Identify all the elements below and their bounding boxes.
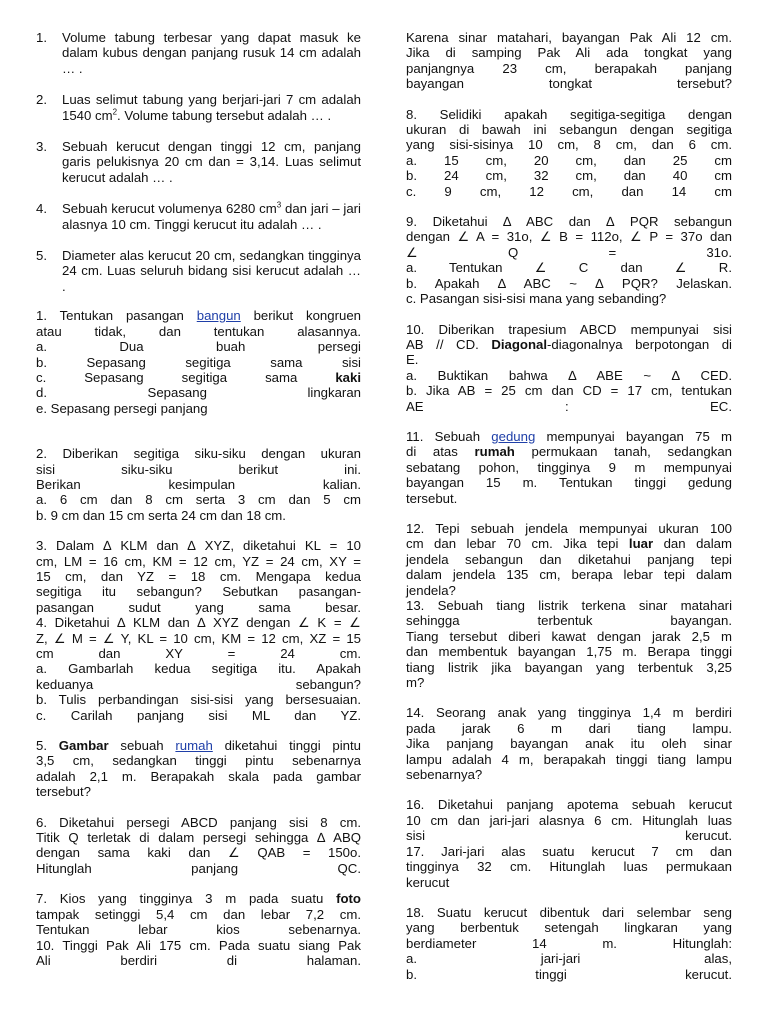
text-line: cm dan lebar 70 cm. Jika tepi luar dan dalam xyxy=(406,536,732,552)
block-abc-pqr xyxy=(406,214,732,306)
right-column xyxy=(406,30,732,997)
text-line: dalam jendela 135 cm, berapa lebar tepi dalam xyxy=(406,567,732,583)
question-5 xyxy=(36,248,361,294)
text-line: dengan ∠ A = 31o, ∠ B = 112o, ∠ P = 37o dan xyxy=(406,229,732,245)
block-gedung xyxy=(406,429,732,506)
text-line: a. Dua buah persegi xyxy=(36,339,361,355)
block-persegi-abcd xyxy=(36,815,361,877)
text-line: dengan sama kaki dan ∠ QAB = 150o. xyxy=(36,845,361,861)
text-line: di atas rumah permukaan tanah, sedangkan xyxy=(406,444,733,460)
question-1 xyxy=(36,30,361,76)
text-line: Z, ∠ M = ∠ Y, KL = 10 cm, KM = 12 cm, XZ = 15 xyxy=(36,630,361,646)
text-line: Karena sinar matahari, bayangan Pak Ali 12 cm. xyxy=(406,30,732,45)
text-line: panjangnya 23 cm, berapakah panjang xyxy=(406,60,732,76)
question-number: 5. xyxy=(36,248,47,264)
text-line: sehingga terbentuk bayangan. xyxy=(406,613,732,629)
text-line: keduanya sebangun? xyxy=(36,676,361,692)
text-line: segitiga itu sebangun? Sebutkan pasangan- xyxy=(36,584,361,600)
text-line: dan membentuk bayangan 1,75 m. Berapa tinggi xyxy=(406,644,732,660)
block-kongruen xyxy=(36,308,361,416)
question-text: Sebuah kerucut volumenya 6280 $cm^3$ dan jari – jari alasnya 10 cm. Tinggi kerucut itu adalah … . xyxy=(62,200,361,232)
block-kios-foto xyxy=(36,891,361,968)
text-line: pada jarak 6 m dari tiang lampu. xyxy=(406,720,732,736)
text-line: 10 cm dan jari-jari alasnya 6 cm. Hitunglah luas xyxy=(406,812,732,828)
block-kerucut-seng xyxy=(406,905,732,982)
text-line: 12. Tepi sebuah jendela mempunyai ukuran 100 xyxy=(406,520,732,536)
text-line: cm, LM = 16 cm, KM = 12 cm, YZ = 24 cm, XY = xyxy=(36,553,361,569)
text-line: pasangan sudut yang sama besar. xyxy=(36,599,361,615)
text-line: 9. Diketahui ∆ ABC dan ∆ PQR sebangun xyxy=(406,214,732,230)
text-line: tiang listrik jika bayangan yang terbentuk 3,25 xyxy=(406,659,732,675)
question-number: 3. xyxy=(36,139,47,155)
link-gedung[interactable]: gedung xyxy=(491,428,536,444)
text-line: e. Sepasang persegi panjang xyxy=(36,400,208,416)
question-text: Volume tabung terbesar yang dapat masuk ke dalam kubus dengan panjang rusuk 14 cm adalah … . xyxy=(62,30,361,76)
text-line: Titik Q terletak di dalam persegi sehingga ∆ ABQ xyxy=(36,830,361,846)
text-line: Ali berdiri di halaman. xyxy=(36,952,361,968)
question-text: Sebuah kerucut dengan tinggi 12 cm, panjang garis pelukisnya 20 cm dan = 3,14. Luas selimut kerucut adalah … . xyxy=(62,139,361,185)
text-line: bayangan tongkat tersebut? xyxy=(406,76,732,92)
question-text: Diameter alas kerucut 20 cm, sedangkan tingginya 24 cm. Luas seluruh bidang sisi kerucut adalah … . xyxy=(62,248,361,294)
text-line: sebenarnya? xyxy=(406,767,483,783)
text-line: E. xyxy=(406,352,419,368)
text-line: 14. Seorang anak yang tingginya 1,4 m berdiri xyxy=(406,705,732,721)
text-line: 11. Sebuah gedung mempunyai bayangan 75 m xyxy=(406,428,732,444)
text-line: 17. Jari-jari alas suatu kerucut 7 cm dan xyxy=(406,843,732,859)
text-line: a. 15 cm, 20 cm, dan 25 cm xyxy=(406,152,732,168)
text-line: tersebut? xyxy=(36,784,91,800)
question-3 xyxy=(36,139,361,185)
text-line: Jika di samping Pak Ali ada tongkat yang xyxy=(406,45,732,61)
text-line: AB // CD. Diagonal-diagonalnya berpotongan di xyxy=(406,336,732,352)
text-line: b. tinggi kerucut. xyxy=(406,966,732,982)
block-selidiki-segitiga xyxy=(406,107,732,199)
text-line: sisi siku-siku berikut ini. xyxy=(36,461,361,477)
left-column xyxy=(36,30,361,983)
text-line: b. Apakah ∆ ABC ~ ∆ PQR? Jelaskan. xyxy=(406,275,732,291)
text-line: 6. Diketahui persegi ABCD panjang sisi 8 cm. xyxy=(36,814,361,830)
text-line: tersebut. xyxy=(406,490,458,506)
text-line: 2. Diberikan segitiga siku-siku dengan ukuran xyxy=(36,446,361,462)
text-line: d. Sepasang lingkaran xyxy=(36,385,361,401)
text-line: tingginya 32 cm. Hitunglah luas permukaan xyxy=(406,859,732,875)
text-line: 5. Gambar sebuah rumah diketahui tinggi pintu xyxy=(36,738,361,754)
link-rumah[interactable]: rumah xyxy=(175,738,213,754)
text-line: Jika panjang bayangan anak itu oleh sinar xyxy=(406,736,732,752)
text-line: b. 24 cm, 32 cm, dan 40 cm xyxy=(406,168,732,184)
text-line: berdiameter 14 m. Hitunglah: xyxy=(406,935,732,951)
text-line: b. Sepasang segitiga sama sisi xyxy=(36,354,361,370)
text-line: 15 cm, dan YZ = 18 cm. Mengapa kedua xyxy=(36,568,361,584)
text-line: a. Buktikan bahwa ∆ ABE ~ ∆ CED. xyxy=(406,367,732,383)
text-line: bayangan 15 m. Tentukan tinggi gedung xyxy=(406,475,732,491)
block-pak-ali-lanjutan xyxy=(406,30,732,92)
text-line: 3. Dalam ∆ KLM dan ∆ XYZ, diketahui KL = 10 xyxy=(36,538,361,554)
question-number: 1. xyxy=(36,30,47,45)
text-line: lampu adalah 4 m, berapakah tinggi tiang lampu xyxy=(406,751,732,767)
question-number: 2. xyxy=(36,92,47,108)
text-line: adalah 2,1 m. Berapakah skala pada gambar xyxy=(36,768,361,784)
text-line: 4. Diketahui ∆ KLM dan ∆ XYZ dengan ∠ K = ∠ xyxy=(36,615,361,631)
text-line: yang berbentuk setengah lingkaran yang xyxy=(406,920,732,936)
question-number: 4. xyxy=(36,201,47,217)
text-line: Tentukan lebar kios sebenarnya. xyxy=(36,922,361,938)
text-line: a. Gambarlah kedua segitiga itu. Apakah xyxy=(36,661,361,677)
text-line: cm dan XY = 24 cm. xyxy=(36,646,361,661)
text-line: 1. Tentukan pasangan bangun berikut kongruen xyxy=(36,308,361,324)
block-trapesium xyxy=(406,322,732,414)
text-line: 16. Diketahui panjang apotema sebuah kerucut xyxy=(406,797,732,813)
block-jendela-tiang xyxy=(406,521,732,690)
block-klm-xyz xyxy=(36,538,361,723)
text-line: c. Carilah panjang sisi ML dan YZ. xyxy=(36,707,361,723)
text-line: c. Pasangan sisi-sisi mana yang sebanding? xyxy=(406,291,667,307)
text-line: atau tidak, dan tentukan alasannya. xyxy=(36,323,361,339)
text-line: 10. Diberikan trapesium ABCD mempunyai sisi xyxy=(406,321,732,337)
link-bangun[interactable]: bangun xyxy=(196,308,241,324)
text-line: a. 6 cm dan 8 cm serta 3 cm dan 5 cm xyxy=(36,492,361,508)
text-line: a. Tentukan ∠ C dan ∠ R. xyxy=(406,260,732,276)
question-4 xyxy=(36,201,361,232)
text-line: 13. Sebuah tiang listrik terkena sinar matahari xyxy=(406,598,732,613)
question-text: Luas selimut tabung yang berjari-jari 7 cm adalah 1540 $cm^2$. Volume tabung tersebut adalah … . xyxy=(62,92,361,123)
text-line: 7. Kios yang tingginya 3 m pada suatu foto xyxy=(36,891,361,907)
block-apotema-kerucut xyxy=(406,797,732,889)
text-line: b. 9 cm dan 15 cm serta 24 cm dan 18 cm. xyxy=(36,507,286,523)
text-line: b. Tulis perbandingan sisi-sisi yang bersesuaian. xyxy=(36,692,361,708)
text-line: m? xyxy=(406,675,425,691)
text-line: sisi kerucut. xyxy=(406,828,732,844)
question-2 xyxy=(36,92,361,123)
text-line: b. Jika AB = 25 cm dan CD = 17 cm, tentukan xyxy=(406,383,732,399)
text-line: tampak setinggi 5,4 cm dan lebar 7,2 cm. xyxy=(36,906,361,922)
text-line: 8. Selidiki apakah segitiga-segitiga dengan xyxy=(406,106,732,122)
text-line: AE : EC. xyxy=(406,398,732,414)
text-line: sebatang pohon, tingginya 9 m mempunyai xyxy=(406,459,732,475)
text-line: Berikan kesimpulan kalian. xyxy=(36,476,361,492)
text-line: a. jari-jari alas, xyxy=(406,951,732,967)
block-siku-siku xyxy=(36,446,361,523)
text-line: ukuran di bawah ini sebangun dengan segitiga xyxy=(406,122,732,138)
text-line: 18. Suatu kerucut dibentuk dari selembar seng xyxy=(406,904,732,920)
text-line: ∠ Q = 31o. xyxy=(406,244,732,260)
text-line: Hitunglah panjang QC. xyxy=(36,860,361,876)
text-line: yang sisi-sisinya 10 cm, 8 cm, dan 6 cm. xyxy=(406,137,732,153)
text-line: Tiang tersebut diberi kawat dengan jarak 2,5 m xyxy=(406,628,732,644)
block-skala-gambar xyxy=(36,738,361,800)
text-line: jendela sebangun dan diketahui panjang tepi xyxy=(406,551,732,567)
text-line: jendela? xyxy=(406,582,456,598)
text-line: 3,5 cm, sedangkan tinggi pintu sebenarnya xyxy=(36,753,361,769)
text-line: c. 9 cm, 12 cm, dan 14 cm xyxy=(406,183,732,199)
block-anak-tiang-lampu xyxy=(406,705,732,782)
text-line: 10. Tinggi Pak Ali 175 cm. Pada suatu siang Pak xyxy=(36,937,361,953)
text-line: kerucut xyxy=(406,874,450,890)
text-line: c. Sepasang segitiga sama kaki xyxy=(36,369,361,385)
